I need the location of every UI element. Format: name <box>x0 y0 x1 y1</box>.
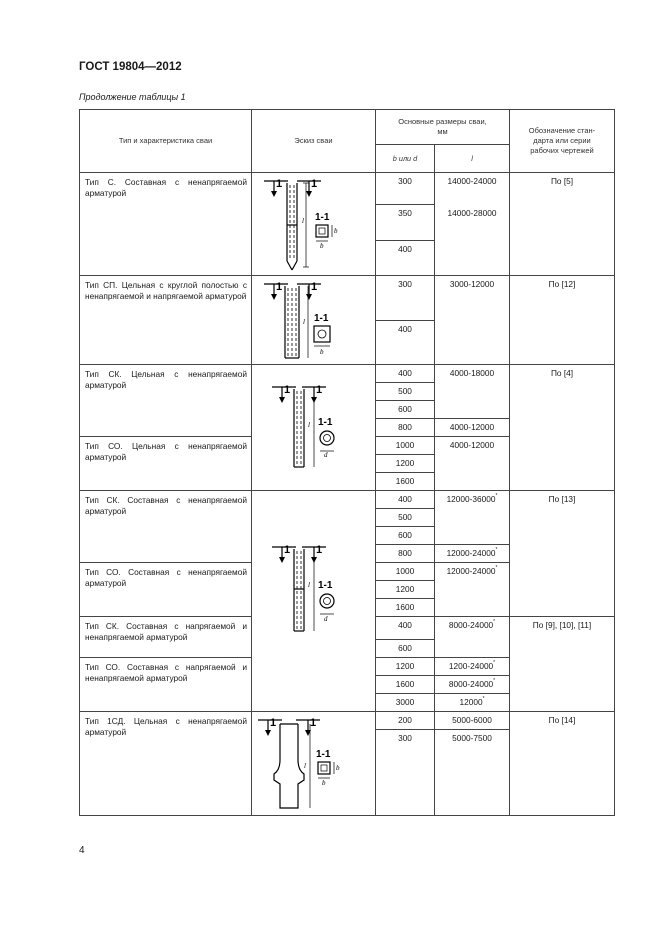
col-header-sizes: Основные размеры сваи, мм <box>376 110 510 145</box>
sk1-l-2: 4000-12000 <box>435 419 510 437</box>
sketch-c-mark-left: 1 <box>276 178 283 190</box>
row-desc-sp: Тип СП. Цельная с круглой полостью с ненапрягаемой и напрягаемой арматурой <box>80 276 252 365</box>
piles-table <box>79 109 615 816</box>
sketch-1sd-mark-left: 1 <box>270 717 277 729</box>
sketch-sk2-section: 1-1 <box>318 580 333 591</box>
sketch-sk1-mark-left: 1 <box>284 384 291 396</box>
sk1-bd-1: 400 <box>376 365 435 383</box>
sketch-1sd-l: l <box>304 762 306 770</box>
1sd-l-1: 5000-6000 <box>435 712 510 730</box>
sk1-bd-3: 600 <box>376 401 435 419</box>
sketch-c-section: 1-1 <box>315 212 330 223</box>
c-l-2: 14000-28000 <box>435 205 510 276</box>
sketch-sp <box>252 276 376 365</box>
row-desc-sk1: Тип СК. Цельная с ненапрягаемой арматурой <box>80 365 252 437</box>
page-number: 4 <box>79 845 85 856</box>
col-header-type: Тип и характеристика сваи <box>80 110 252 173</box>
sk2-bd-4: 800 <box>376 545 435 563</box>
sketch-c-b2: b <box>334 227 338 235</box>
row-desc-so3: Тип СО. Составная с напрягаемой и ненапрягаемой арматурой <box>80 658 252 712</box>
so2-bd-1: 1000 <box>376 563 435 581</box>
so3-bd-2: 1600 <box>376 676 435 694</box>
so2-bd-2: 1200 <box>376 581 435 599</box>
so3-l-1: 1200-24000* <box>435 658 510 676</box>
so1-bd-1: 1000 <box>376 437 435 455</box>
sketch-sk1-section: 1-1 <box>318 417 333 428</box>
sketch-1sd-b: b <box>322 779 326 787</box>
sketch-sp-l: l <box>303 318 305 326</box>
sketch-1sd-b2: b <box>336 764 340 772</box>
sk1-std: По [4] <box>510 365 615 491</box>
sketch-1sd-mark-right: 1 <box>310 717 317 729</box>
sk2-std: По [13] <box>510 491 615 617</box>
sketch-sk2 <box>252 491 376 712</box>
sketch-sk2-l: l <box>308 581 310 589</box>
row-desc-sk3: Тип СК. Составная с напрягаемой и ненапрягаемой арматурой <box>80 617 252 658</box>
sk1-bd-2: 500 <box>376 383 435 401</box>
so3-l-2: 8000-24000* <box>435 676 510 694</box>
so1-l-1: 4000-12000 <box>435 437 510 491</box>
row-desc-c: Тип С. Составная с ненапрягаемой арматурой <box>80 173 252 276</box>
sk1-bd-4: 800 <box>376 419 435 437</box>
sketch-c-l: l <box>302 217 304 225</box>
sketch-sp-mark-right: 1 <box>311 281 318 293</box>
1sd-bd-2: 300 <box>376 730 435 816</box>
sk3-bd-1: 400 <box>376 617 435 640</box>
sketch-c-mark-right: 1 <box>311 178 318 190</box>
row-desc-so1: Тип СО. Цельная с ненапрягаемой арматурой <box>80 437 252 491</box>
sketch-sk1 <box>252 365 376 491</box>
sp-std: По [12] <box>510 276 615 365</box>
1sd-l-2: 5000-7500 <box>435 730 510 816</box>
row-desc-1sd: Тип 1СД. Цельная с ненапрягаемой арматурой <box>80 712 252 816</box>
sk2-bd-2: 500 <box>376 509 435 527</box>
c-bd-1: 300 <box>376 173 435 205</box>
col-header-sketch: Эскиз сваи <box>252 110 376 173</box>
sketch-sk2-d: d <box>324 615 328 623</box>
document-title: ГОСТ 19804—2012 <box>79 61 182 73</box>
sketch-sk1-mark-right: 1 <box>316 384 323 396</box>
sp-bd-2: 400 <box>376 320 435 365</box>
sketch-sk1-d: d <box>324 451 328 459</box>
row-desc-sk2: Тип СК. Составная с ненапрягаемой арматурой <box>80 491 252 563</box>
sketch-sk2-mark-left: 1 <box>284 544 291 556</box>
so1-bd-2: 1200 <box>376 455 435 473</box>
sk2-bd-3: 600 <box>376 527 435 545</box>
sp-bd-1: 300 <box>376 276 435 321</box>
row-desc-so2: Тип СО. Составная с ненапрягаемой арматурой <box>80 563 252 617</box>
sk2-l-2: 12000-24000* <box>435 545 510 563</box>
sketch-sk2-mark-right: 1 <box>316 544 323 556</box>
sketch-c <box>252 173 376 276</box>
table-continuation-caption: Продолжение таблицы 1 <box>79 92 186 102</box>
c-bd-3: 400 <box>376 241 435 276</box>
sketch-1sd <box>252 712 376 816</box>
so3-bd-1: 1200 <box>376 658 435 676</box>
col-header-standard: Обозначение стан-дарта или серии рабочих чертежей <box>510 110 615 173</box>
sk1-l-1: 4000-18000 <box>435 365 510 419</box>
c-std: По [5] <box>510 173 615 276</box>
1sd-std: По [14] <box>510 712 615 816</box>
sketch-sp-section: 1-1 <box>314 313 329 324</box>
sketch-sk1-l: l <box>308 421 310 429</box>
sketch-1sd-section: 1-1 <box>316 749 331 760</box>
sk3-std: По [9], [10], [11] <box>510 617 615 712</box>
sk3-l-1: 8000-24000* <box>435 617 510 658</box>
1sd-bd-1: 200 <box>376 712 435 730</box>
sp-l-1: 3000-12000 <box>435 276 510 365</box>
sk2-l-1: 12000-36000* <box>435 491 510 545</box>
col-header-b-or-d: b или d <box>376 145 435 173</box>
sk2-bd-1: 400 <box>376 491 435 509</box>
c-bd-2: 350 <box>376 205 435 241</box>
sk3-bd-2: 600 <box>376 640 435 658</box>
sketch-sp-mark-left: 1 <box>276 281 283 293</box>
c-l-1: 14000-24000 <box>435 173 510 205</box>
so3-l-3: 12000* <box>435 694 510 712</box>
sketch-sp-b: b <box>320 348 324 356</box>
sketch-c-b: b <box>320 242 324 250</box>
so2-bd-3: 1600 <box>376 599 435 617</box>
col-header-l: l <box>435 145 510 173</box>
so2-l-1: 12000-24000* <box>435 563 510 617</box>
so3-bd-3: 3000 <box>376 694 435 712</box>
so1-bd-3: 1600 <box>376 473 435 491</box>
